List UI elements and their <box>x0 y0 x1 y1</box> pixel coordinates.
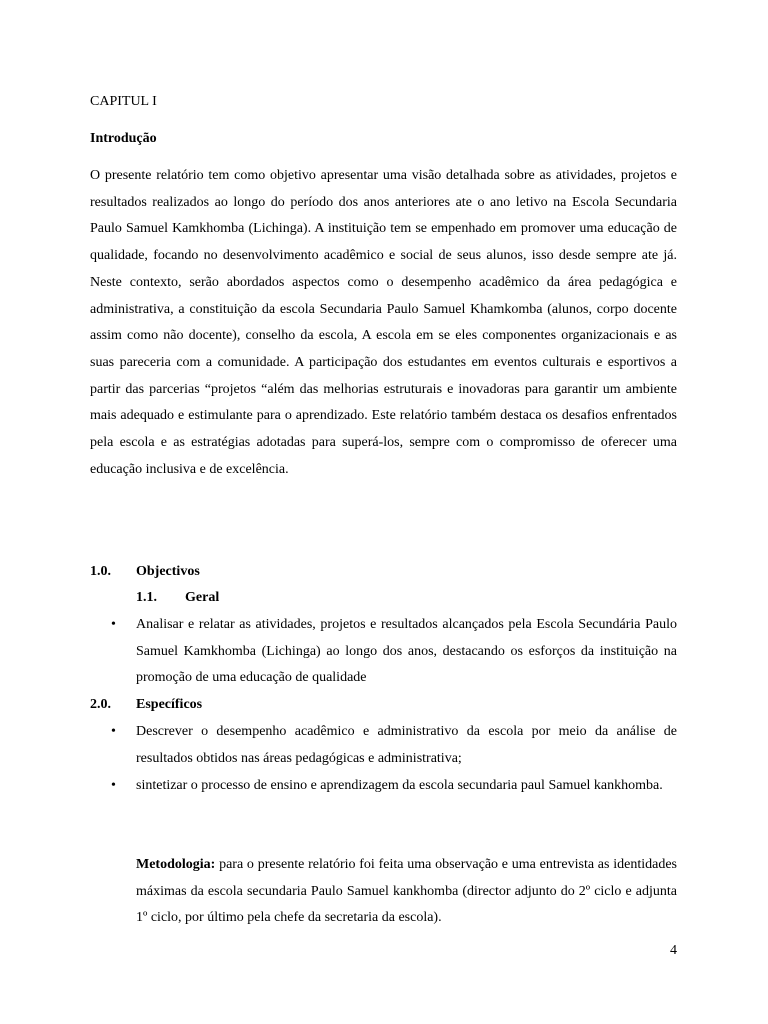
specific-objective-bullet: Descrever o desempenho acadêmico e administrativo da escola por meio da análise de resultados obtidos nas áreas pedagógicas e administrativa; <box>136 724 677 766</box>
bullet-icon: • <box>111 724 116 739</box>
intro-paragraph: O presente relatório tem como objetivo apresentar uma visão detalhada sobre as atividades, projetos e resultados realizados ao longo do período dos anos anteriores ate o ano letivo na Escola Secundaria Paulo Samuel Kamkhomba (Lichinga). A instituição tem se empenhado em promover uma educação de qualidade, focando no desenvolvimento acadêmico e social de seus alunos, isso desde sempre ate já. Neste contexto, serão abordados aspectos como o desempenho acadêmico da área pedagógica e administrativa, a constituição da escola Secundaria Paulo Samuel Khamkomba (alunos, corpo docente assim como não docente), conselho da escola, A escola em se eles componentes organizacionais e as suas pareceria com a comunidade. A participação dos estudantes em eventos culturais e esportivos a partir das parcerias “projetos “além das melhorias estruturais e inovadoras para garantir um ambiente mais adequado e estimulante para o aprendizado. Este relatório também destaca os desafios enfrentados pela escola e as estratégias adotadas para superá-los, sempre com o compromisso de oferecer uma educação inclusiva e de excelência. <box>90 168 677 477</box>
methodology-text: para o presente relatório foi feita uma observação e uma entrevista as identidades máximas da escola secundaria Paulo Samuel kankhomba (director adjunto do 2º ciclo e adjunta 1º ciclo, por último pela chefe da secretaria da escola). <box>136 857 677 926</box>
general-number: 1.1. <box>136 590 157 605</box>
objectives-heading: Objectivos <box>136 564 200 579</box>
specific-objective-bullet: sintetizar o processo de ensino e aprendizagem da escola secundaria paul Samuel kankhomba. <box>136 778 663 793</box>
general-heading: Geral <box>185 590 220 605</box>
methodology-paragraph <box>136 852 677 932</box>
bullet-icon: • <box>111 778 116 793</box>
intro-heading: Introdução <box>90 131 157 146</box>
specific-heading: Específicos <box>136 697 203 712</box>
bullet-icon: • <box>111 617 116 632</box>
general-objective-bullet: Analisar e relatar as atividades, projetos e resultados alcançados pela Escola Secundária Paulo Samuel Kamkhomba (Lichinga) ao longo dos anos, destacando os esforços da instituição na promoção de uma educação de qualidade <box>136 617 677 685</box>
methodology-label: Metodologia: <box>136 857 216 872</box>
page-number: 4 <box>670 943 677 958</box>
chapter-title: CAPITUL I <box>90 94 157 109</box>
objectives-number: 1.0. <box>90 564 111 579</box>
specific-number: 2.0. <box>90 697 111 712</box>
